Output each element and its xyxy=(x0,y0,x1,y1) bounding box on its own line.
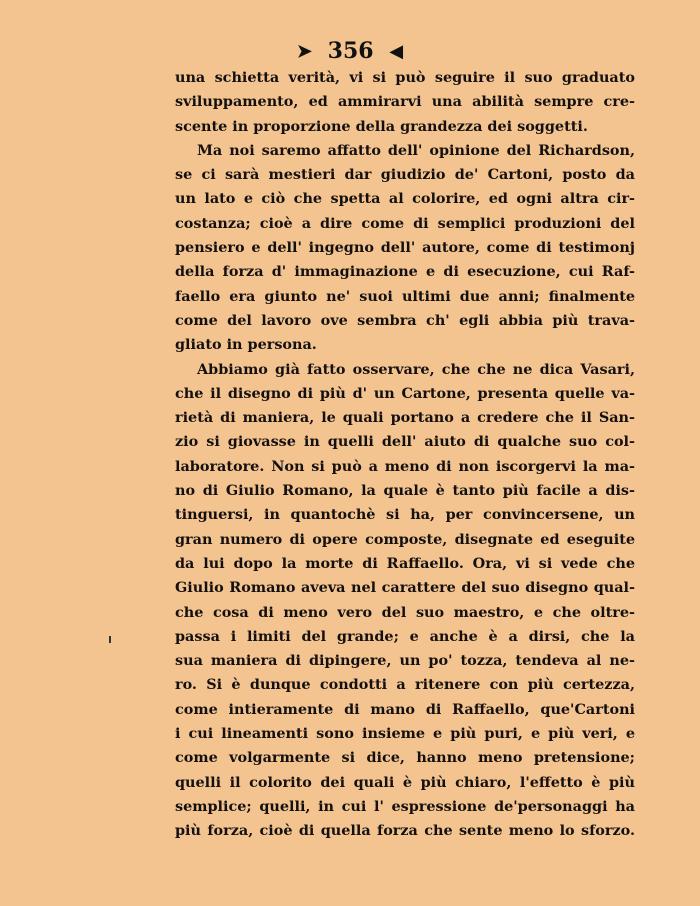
text-line: semplice; quelli, in cui l' espressione de'personaggi ha xyxy=(175,797,635,815)
text-line: che cosa di meno vero del suo maestro, e che oltre- xyxy=(175,603,635,621)
text-line: quelli il colorito dei quali è più chiaro, l'effetto è più xyxy=(175,773,635,791)
text-line: come volgarmente si dice, hanno meno pretensione; xyxy=(175,749,635,767)
text-line: i cui lineamenti sono insieme e più puri, e più veri, e xyxy=(175,725,635,743)
text-line: faello era giunto ne' suoi ultimi due anni; finalmente xyxy=(175,287,635,305)
text-line: una schietta verità, vi si può seguire il suo graduato xyxy=(175,69,635,86)
text-line: sviluppamento, ed ammirarvi una abilità sempre cre- xyxy=(175,93,635,111)
text-line: gliato in persona. xyxy=(175,336,317,354)
text-line: costanza; cioè a dire come di semplici produzioni del xyxy=(175,214,635,232)
text-line: come intieramente di mano di Raffaello, que'Cartoni xyxy=(175,700,635,718)
text-line: laboratore. Non si può a meno di non iscorgervi la ma- xyxy=(175,457,635,475)
text-line: come del lavoro ove sembra ch' egli abbia più trava- xyxy=(175,311,635,329)
body-text xyxy=(175,66,635,844)
text-line: gran numero di opere composte, disegnate ed eseguite xyxy=(175,530,635,548)
text-line: sua maniera di dipingere, un po' tozza, tendeva al ne- xyxy=(175,652,635,670)
text-line: ro. Si è dunque condotti a ritenere con più certezza, xyxy=(175,676,635,694)
right-ornament: ◀ xyxy=(389,41,404,62)
left-ornament: ➤ xyxy=(296,41,312,62)
text-line: passa i limiti del grande; e anche è a dirsi, che la xyxy=(175,627,635,645)
text-line: che il disegno di più d' un Cartone, presenta quelle va- xyxy=(175,384,635,402)
text-line: rietà di maniera, le quali portano a credere che il San- xyxy=(175,409,635,427)
text-line: scente in proporzione della grandezza dei soggetti. xyxy=(175,117,588,135)
text-line: della forza d' immaginazione e di esecuzione, cui Raf- xyxy=(175,263,635,281)
page-header xyxy=(0,38,700,65)
text-line: zio si giovasse in quelli dell' aiuto di qualche suo col- xyxy=(175,433,635,451)
page-number: 356 xyxy=(327,38,374,64)
margin-mark xyxy=(109,636,111,643)
text-line: da lui dopo la morte di Raffaello. Ora, vi si vede che xyxy=(175,554,635,572)
text-line: Ma noi saremo affatto dell' opinione del Richardson, xyxy=(197,141,635,159)
text-line: un lato e ciò che spetta al colorire, ed ogni altra cir- xyxy=(175,190,635,208)
text-line: Abbiamo già fatto osservare, che che ne dica Vasari, xyxy=(197,360,635,378)
text-line: Giulio Romano aveva nel carattere del suo disegno qual- xyxy=(175,579,635,597)
text-line: no di Giulio Romano, la quale è tanto più facile a dis- xyxy=(175,482,635,500)
text-line: più forza, cioè di quella forza che sente meno lo sforzo. xyxy=(175,822,635,840)
text-line: se ci sarà mestieri dar giudizio de' Cartoni, posto da xyxy=(175,166,635,184)
text-line: tinguersi, in quantochè si ha, per convincersene, un xyxy=(175,506,635,524)
text-line: pensiero e dell' ingegno dell' autore, come di testimonj xyxy=(175,239,635,257)
